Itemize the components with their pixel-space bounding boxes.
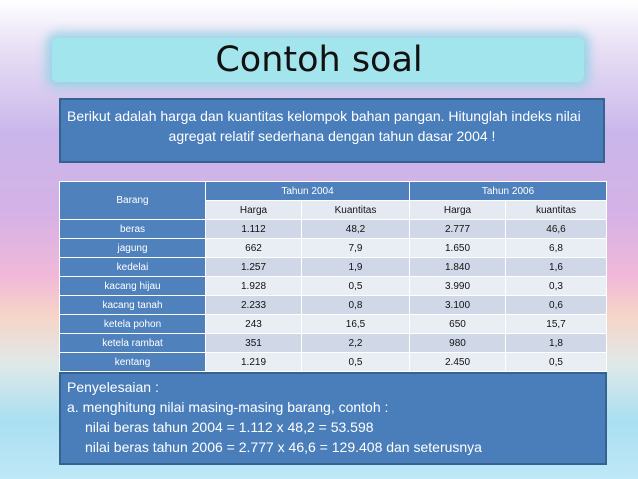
problem-line-2: agregat relatif sederhana dengan tahun dasar 2004 ! xyxy=(168,128,496,144)
cell-kuantitas-2004: 0,5 xyxy=(302,353,410,372)
cell-kuantitas-2006: 1,8 xyxy=(506,334,607,353)
problem-statement xyxy=(59,98,605,163)
cell-kuantitas-2004: 0,8 xyxy=(302,296,410,315)
table-row xyxy=(60,277,607,296)
cell-harga-2004: 2.233 xyxy=(206,296,302,315)
cell-harga-2006: 1.840 xyxy=(410,258,506,277)
header-barang: Barang xyxy=(60,182,206,220)
cell-harga-2004: 1.219 xyxy=(206,353,302,372)
cell-kuantitas-2004: 1,9 xyxy=(302,258,410,277)
header-year-2004: Tahun 2004 xyxy=(206,182,410,201)
solution-heading: Penyelesaian : xyxy=(67,379,159,395)
cell-harga-2006: 1.650 xyxy=(410,239,506,258)
cell-kuantitas-2006: 6,8 xyxy=(506,239,607,258)
solution-line-2004: nilai beras tahun 2004 = 1.112 x 48,2 = 53.598 xyxy=(85,419,374,435)
table-row xyxy=(60,353,607,372)
subheader-kuantitas-2006: kuantitas xyxy=(506,201,607,220)
slide-title: Contoh soal xyxy=(215,40,423,80)
cell-kuantitas-2006: 15,7 xyxy=(506,315,607,334)
row-name: ketela pohon xyxy=(60,315,206,334)
row-name: kacang tanah xyxy=(60,296,206,315)
cell-kuantitas-2006: 46,6 xyxy=(506,220,607,239)
cell-harga-2006: 2.450 xyxy=(410,353,506,372)
solution-line-2006: nilai beras tahun 2006 = 2.777 x 46,6 = 129.408 dan seterusnya xyxy=(85,439,482,455)
table-row xyxy=(60,334,607,353)
cell-kuantitas-2006: 0,3 xyxy=(506,277,607,296)
table-row xyxy=(60,296,607,315)
cell-harga-2004: 1.928 xyxy=(206,277,302,296)
cell-kuantitas-2006: 1,6 xyxy=(506,258,607,277)
cell-kuantitas-2004: 7,9 xyxy=(302,239,410,258)
cell-harga-2004: 243 xyxy=(206,315,302,334)
cell-harga-2006: 650 xyxy=(410,315,506,334)
table-row xyxy=(60,239,607,258)
cell-kuantitas-2006: 0,6 xyxy=(506,296,607,315)
subheader-harga-2004: Harga xyxy=(206,201,302,220)
solution-box xyxy=(59,372,607,465)
cell-harga-2004: 662 xyxy=(206,239,302,258)
solution-step-a: a. menghitung nilai masing-masing barang, contoh : xyxy=(67,399,389,415)
cell-kuantitas-2004: 16,5 xyxy=(302,315,410,334)
header-year-2006: Tahun 2006 xyxy=(410,182,607,201)
cell-kuantitas-2004: 48,2 xyxy=(302,220,410,239)
subheader-harga-2006: Harga xyxy=(410,201,506,220)
row-name: ketela rambat xyxy=(60,334,206,353)
row-name: kedelai xyxy=(60,258,206,277)
table-row xyxy=(60,315,607,334)
row-name: kacang hijau xyxy=(60,277,206,296)
subheader-kuantitas-2004: Kuantitas xyxy=(302,201,410,220)
row-name: jagung xyxy=(60,239,206,258)
cell-harga-2004: 351 xyxy=(206,334,302,353)
cell-harga-2004: 1.112 xyxy=(206,220,302,239)
cell-harga-2004: 1.257 xyxy=(206,258,302,277)
table-row xyxy=(60,220,607,239)
cell-harga-2006: 3.100 xyxy=(410,296,506,315)
row-name: beras xyxy=(60,220,206,239)
problem-line-1: Berikut adalah harga dan kuantitas kelompok bahan pangan. Hitunglah indeks nilai xyxy=(67,108,581,124)
cell-harga-2006: 3.990 xyxy=(410,277,506,296)
cell-kuantitas-2006: 0,5 xyxy=(506,353,607,372)
row-name: kentang xyxy=(60,353,206,372)
price-quantity-table xyxy=(59,181,607,372)
cell-kuantitas-2004: 2,2 xyxy=(302,334,410,353)
cell-harga-2006: 2.777 xyxy=(410,220,506,239)
cell-kuantitas-2004: 0,5 xyxy=(302,277,410,296)
cell-harga-2006: 980 xyxy=(410,334,506,353)
table-row xyxy=(60,258,607,277)
